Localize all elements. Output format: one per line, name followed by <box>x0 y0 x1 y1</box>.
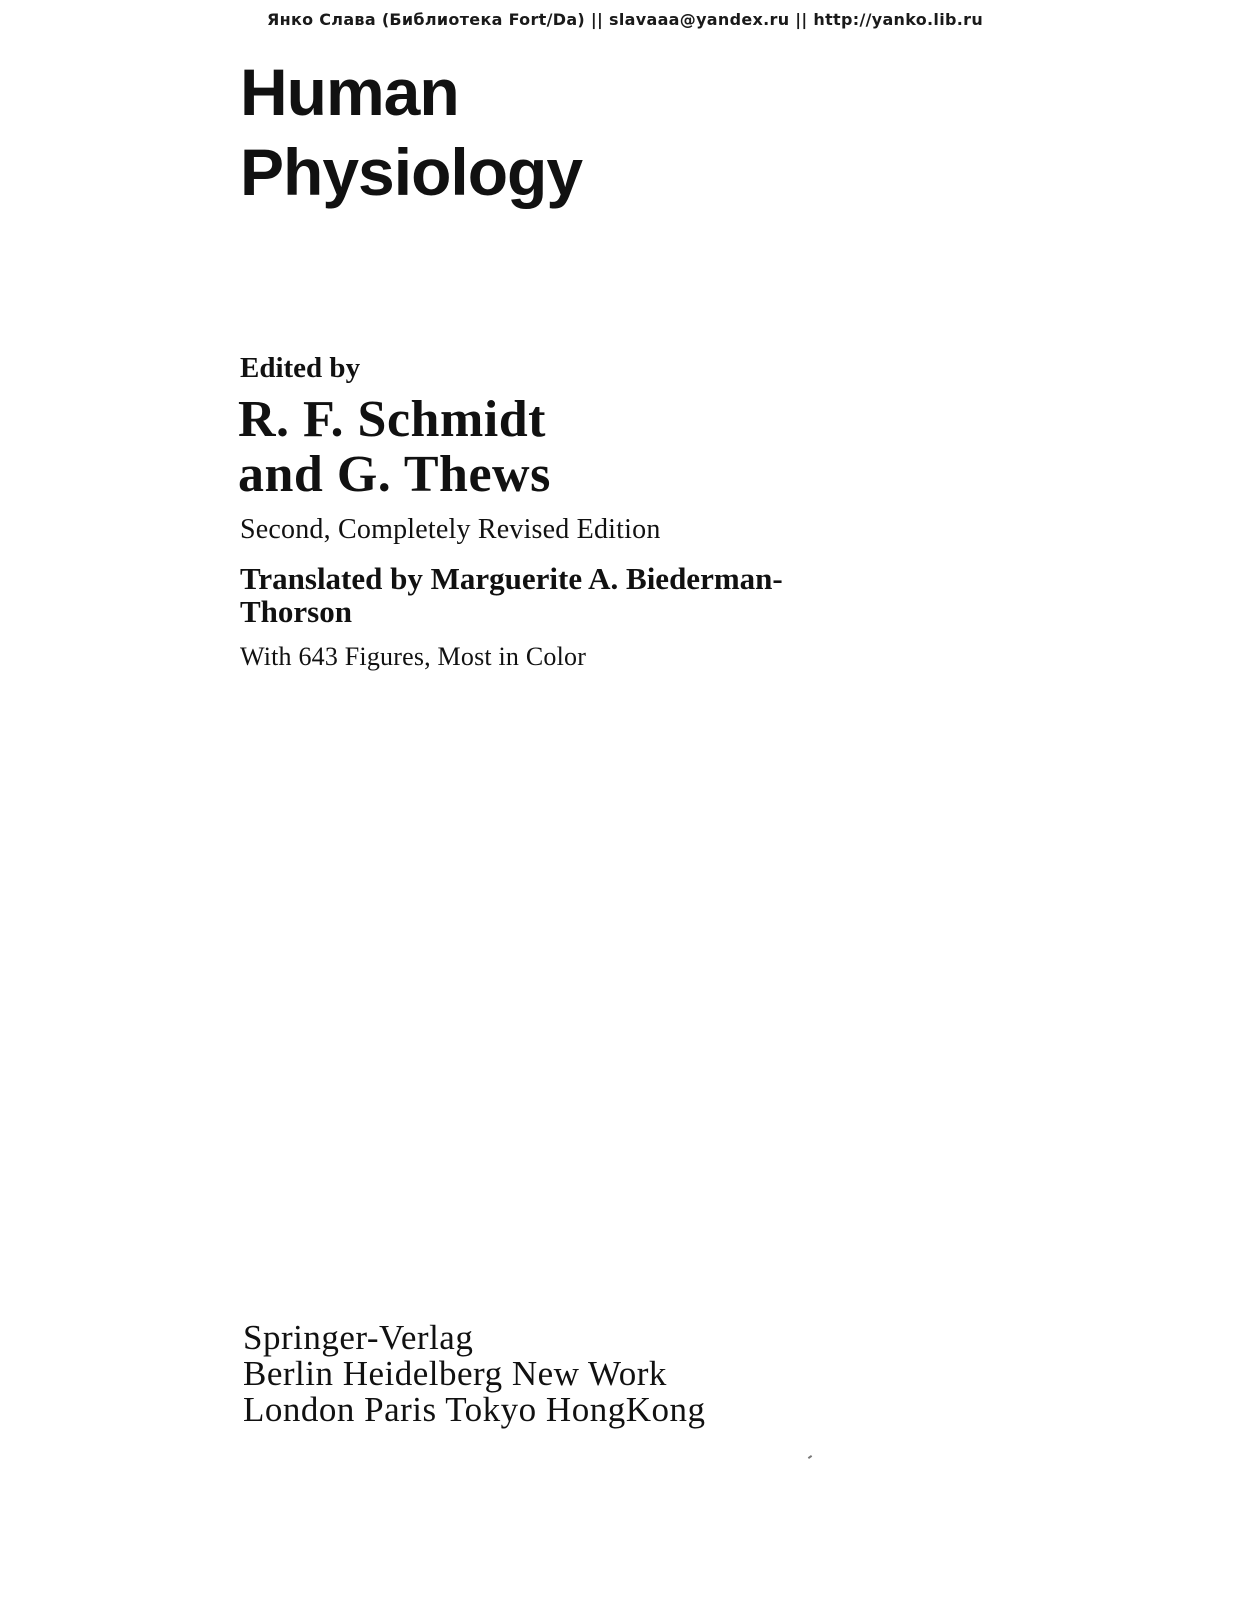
edited-by-label: Edited by <box>240 352 361 384</box>
figures-note: With 643 Figures, Most in Color <box>240 642 587 671</box>
book-title-line-1: Human <box>240 55 459 129</box>
translator-line-1: Translated by Marguerite A. Biederman- <box>240 561 783 596</box>
editors <box>238 392 551 502</box>
publisher-block <box>243 1320 705 1428</box>
book-title-line-2: Physiology <box>240 135 583 209</box>
scan-speck <box>808 1455 812 1459</box>
translator-credit <box>240 562 840 628</box>
translator-line-2: Thorson <box>240 594 352 629</box>
publisher-cities-line-2: London Paris Tokyo HongKong <box>243 1390 706 1429</box>
editors-line-2: and G. Thews <box>238 446 551 503</box>
edition-note: Second, Completely Revised Edition <box>240 514 661 545</box>
watermark-header: Янко Слава (Библиотека Fort/Da) || slavaaa@yandex.ru || http://yanko.lib.ru <box>266 10 984 29</box>
editors-line-1: R. F. Schmidt <box>238 391 546 448</box>
book-title <box>240 52 582 212</box>
publisher-name: Springer-Verlag <box>243 1318 474 1357</box>
publisher-cities-line-1: Berlin Heidelberg New Work <box>243 1354 667 1393</box>
